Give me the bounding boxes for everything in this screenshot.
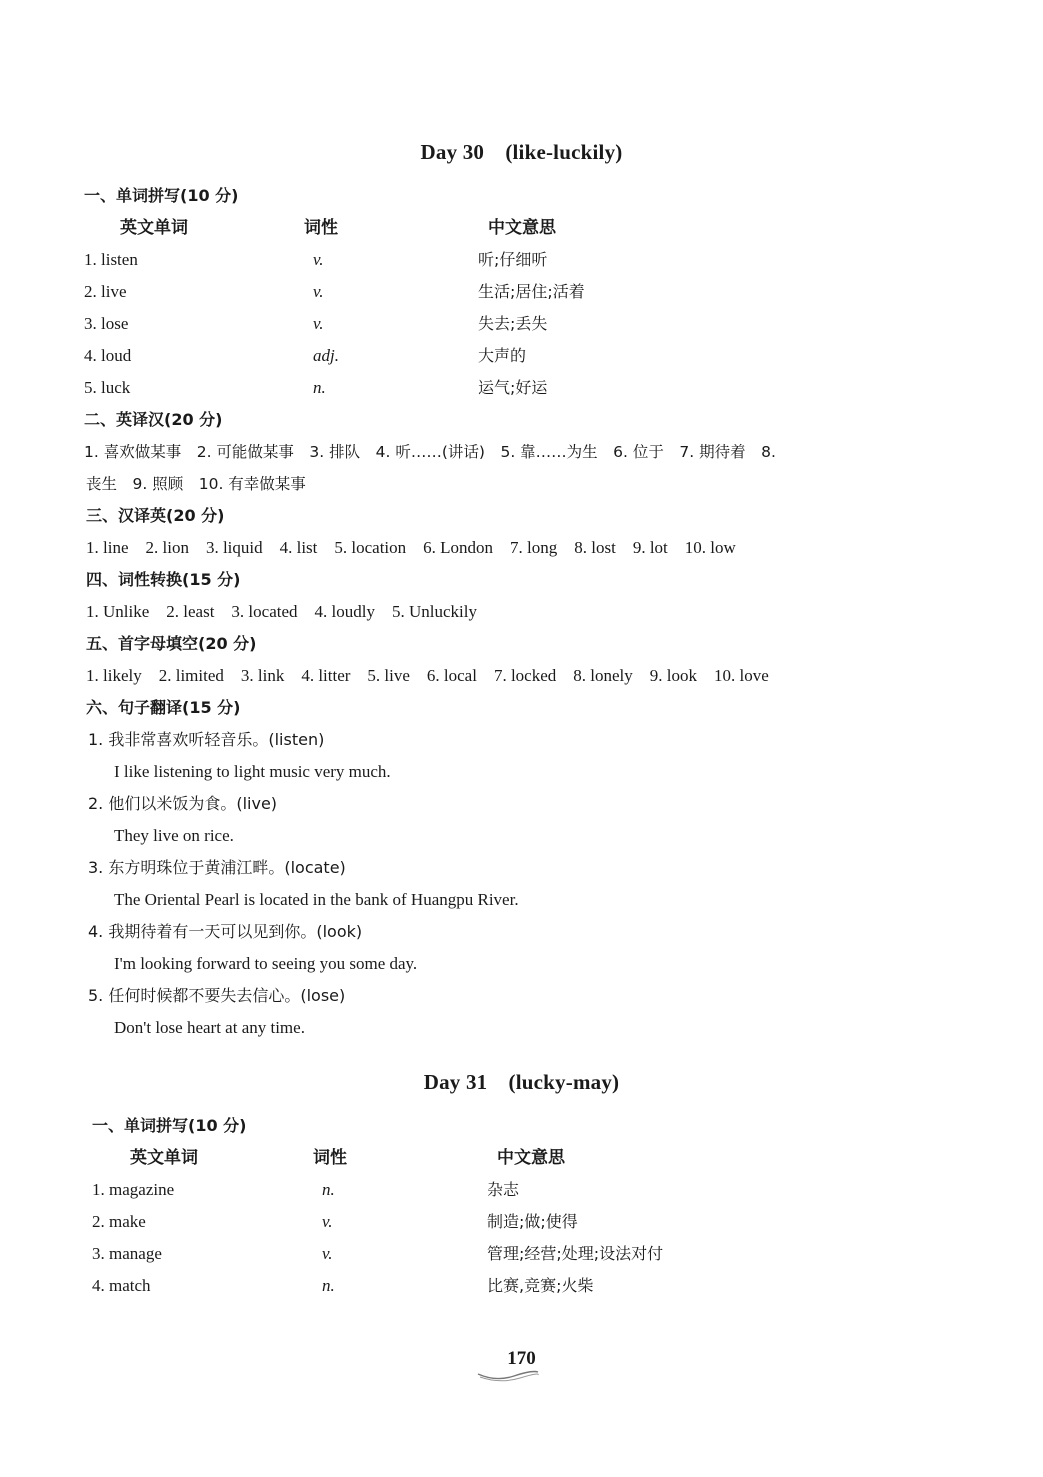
day30-title: Day 30 (like-luckily) — [420, 140, 623, 164]
day31-title: Day 31 (lucky-may) — [423, 1070, 620, 1094]
day30-section6-heading: 六、句子翻译(15 分) — [86, 698, 241, 717]
day30-meaning-5: 运气;好运 — [478, 378, 548, 397]
day30-word-1: 1. listen — [84, 250, 138, 269]
day30-section3-heading: 三、汉译英(20 分) — [86, 506, 225, 525]
day30-section4-answers: 1. Unlike 2. least 3. located 4. loudly 5. Unluckily — [86, 602, 477, 621]
day31-meaning-4: 比赛,竞赛;火柴 — [487, 1276, 594, 1295]
day30-word-5: 5. luck — [84, 378, 131, 397]
day30-section5-answers: 1. likely 2. limited 3. link 4. litter 5. live 6. local 7. locked 8. lonely 9. look 10. love — [86, 666, 769, 685]
day30-section1-heading: 一、单词拼写(10 分) — [84, 186, 239, 205]
day30-sentence-a1: I like listening to light music very much. — [114, 762, 391, 781]
day31-word-1: 1. magazine — [92, 1180, 175, 1199]
day31-word-2: 2. make — [92, 1212, 146, 1231]
day30-section2-line2: 丧生 9. 照顾 10. 有幸做某事 — [86, 475, 306, 493]
day30-meaning-4: 大声的 — [478, 346, 527, 365]
day30-sentence-a5: Don't lose heart at any time. — [114, 1018, 305, 1037]
day31-pos-1: n. — [322, 1180, 335, 1199]
day30-word-4: 4. loud — [84, 346, 132, 365]
day30-section2-heading: 二、英译汉(20 分) — [84, 410, 223, 429]
day31-meaning-1: 杂志 — [487, 1180, 520, 1199]
day31-pos-4: n. — [322, 1276, 335, 1295]
day31-header-meaning: 中文意思 — [497, 1148, 565, 1168]
day30-word-3: 3. lose — [84, 314, 129, 333]
day30-header-word: 英文单词 — [120, 218, 188, 238]
day30-pos-4: adj. — [313, 346, 339, 365]
day31-word-4: 4. match — [92, 1276, 151, 1295]
day30-sentence-a2: They live on rice. — [114, 826, 234, 845]
day31-pos-3: v. — [322, 1244, 333, 1263]
page-number-swirl-icon — [476, 1368, 540, 1384]
day31-meaning-2: 制造;做;使得 — [487, 1212, 578, 1231]
day30-section4-heading: 四、词性转换(15 分) — [86, 570, 241, 589]
day31-pos-2: v. — [322, 1212, 333, 1231]
day31-section1-heading: 一、单词拼写(10 分) — [92, 1116, 247, 1135]
day30-sentence-q3: 3. 东方明珠位于黄浦江畔。(locate) — [88, 858, 346, 877]
day30-section3-answers: 1. line 2. lion 3. liquid 4. list 5. location 6. London 7. long 8. lost 9. lot 10. low — [86, 538, 736, 557]
day30-pos-2: v. — [313, 282, 324, 301]
day30-meaning-3: 失去;丢失 — [478, 314, 548, 333]
day30-section5-heading: 五、首字母填空(20 分) — [86, 634, 257, 653]
day30-sentence-a3: The Oriental Pearl is located in the bank of Huangpu River. — [114, 890, 519, 909]
day30-header-meaning: 中文意思 — [488, 218, 556, 238]
day30-pos-1: v. — [313, 250, 324, 269]
day30-sentence-q4: 4. 我期待着有一天可以见到你。(look) — [88, 922, 363, 941]
day30-pos-5: n. — [313, 378, 326, 397]
day30-sentence-q2: 2. 他们以米饭为食。(live) — [88, 794, 278, 813]
day30-sentence-q5: 5. 任何时候都不要失去信心。(lose) — [88, 986, 346, 1005]
day30-pos-3: v. — [313, 314, 324, 333]
day30-word-2: 2. live — [84, 282, 127, 301]
day30-meaning-1: 听;仔细听 — [478, 250, 548, 269]
day31-meaning-3: 管理;经营;处理;设法对付 — [487, 1244, 664, 1263]
day30-meaning-2: 生活;居住;活着 — [478, 282, 585, 301]
day30-section2-line1: 1. 喜欢做某事 2. 可能做某事 3. 排队 4. 听……(讲话) 5. 靠……为生 6. 位于 7. 期待着 8. — [84, 443, 776, 461]
day31-header-word: 英文单词 — [130, 1148, 198, 1168]
day31-word-3: 3. manage — [92, 1244, 162, 1263]
day30-sentence-q1: 1. 我非常喜欢听轻音乐。(listen) — [88, 730, 325, 749]
day30-sentence-a4: I'm looking forward to seeing you some day. — [114, 954, 418, 973]
day30-header-pos: 词性 — [304, 218, 338, 238]
day31-header-pos: 词性 — [313, 1148, 347, 1168]
page-number: 170 — [507, 1348, 536, 1369]
